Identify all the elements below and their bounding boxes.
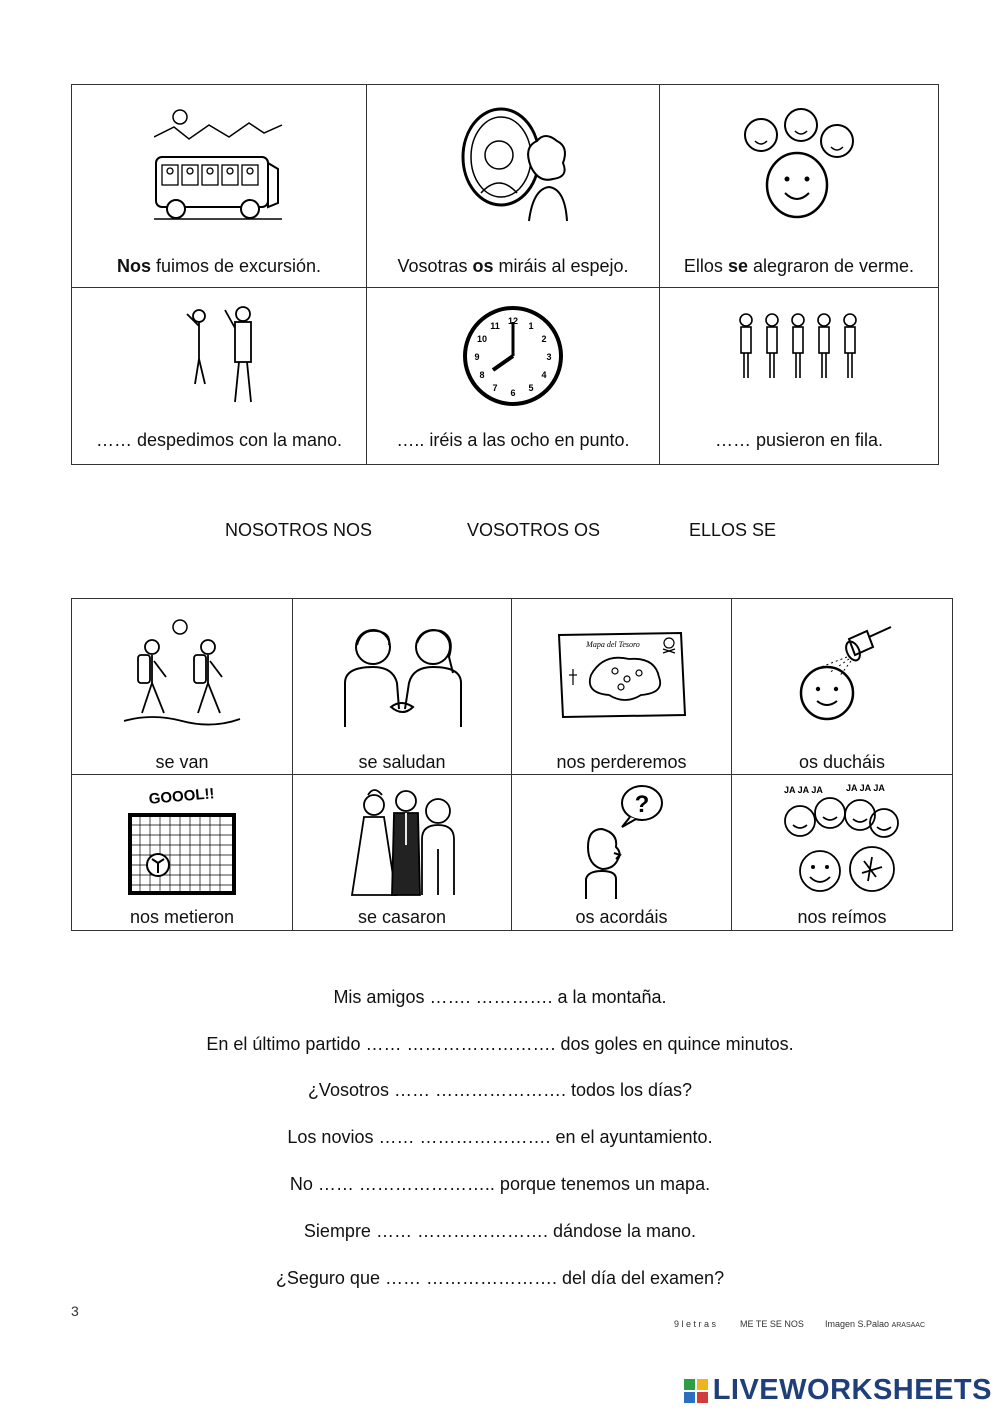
bottom-cell-8 <box>731 774 953 931</box>
question-icon <box>572 783 672 899</box>
queue-icon <box>736 312 862 382</box>
footer-credit: Imagen S.Palao ARASAAC <box>825 1319 926 1329</box>
top-caption-6: …… pusieron en fila. <box>714 430 884 450</box>
svg-text:4: 4 <box>541 370 547 380</box>
sentence-4: Los novios …… …………………. en el ayuntamiento. <box>287 1127 713 1147</box>
handshake-icon <box>337 623 467 727</box>
top-caption-5: ….. iréis a las ocho en punto. <box>396 430 630 450</box>
bottom-caption-4: os ducháis <box>798 752 886 772</box>
laugh-text-1: JA JA JA <box>784 785 823 795</box>
top-cell-6 <box>659 287 939 465</box>
bottom-caption-1: se van <box>155 752 209 772</box>
top-grid <box>71 84 939 465</box>
watermark-text: LIVEWORKSHEETS <box>712 1374 992 1406</box>
bottom-caption-6: se casaron <box>357 907 447 927</box>
svg-text:2: 2 <box>541 334 547 344</box>
happy-kids-icon <box>739 107 859 222</box>
map-title: Mapa del Tesoro <box>585 640 640 649</box>
bus-icon <box>154 107 284 222</box>
bottom-cell-4 <box>731 598 953 775</box>
bottom-cell-5 <box>71 774 293 931</box>
bottom-grid <box>71 598 953 931</box>
svg-text:3: 3 <box>546 352 552 362</box>
goal-icon <box>122 785 242 897</box>
liveworksheets-logo <box>683 1374 992 1407</box>
logo-badge-icon <box>683 1378 709 1404</box>
hikers-icon <box>122 617 242 727</box>
svg-text:8: 8 <box>479 370 485 380</box>
svg-text:7: 7 <box>492 383 498 393</box>
svg-text:11: 11 <box>490 321 500 331</box>
sentence-6: Siempre …… …………………. dándose la mano. <box>303 1221 697 1241</box>
sentence-5: No …… ………………….. porque tenemos un mapa. <box>289 1174 711 1194</box>
bottom-cell-7 <box>511 774 732 931</box>
bottom-caption-8: nos reímos <box>797 907 887 927</box>
laugh-text-2: JA JA JA <box>846 783 885 793</box>
svg-text:5: 5 <box>528 383 534 393</box>
bottom-caption-7: os acordáis <box>575 907 668 927</box>
clock-icon <box>461 304 565 408</box>
mirror-icon <box>453 107 573 222</box>
bottom-caption-2: se saludan <box>358 752 446 772</box>
bottom-caption-5: nos metieron <box>129 907 235 927</box>
bottom-cell-3 <box>511 598 732 775</box>
top-cell-4 <box>71 287 367 465</box>
shower-icon <box>787 623 897 725</box>
bottom-caption-3: nos perderemos <box>556 752 687 772</box>
footer-brand: 9 l e t r a s <box>674 1319 717 1329</box>
waving-people-icon <box>169 304 269 409</box>
bottom-cell-1 <box>71 598 293 775</box>
sentence-3: ¿Vosotros …… …………………. todos los días? <box>307 1080 693 1100</box>
top-caption-2: Vosotras os miráis al espejo. <box>397 256 629 276</box>
pronoun-vosotros: VOSOTROS OS <box>467 520 601 540</box>
bottom-cell-6 <box>292 774 512 931</box>
top-cell-3 <box>659 84 939 288</box>
top-cell-5 <box>366 287 660 465</box>
svg-text:12: 12 <box>507 316 519 326</box>
svg-text:10: 10 <box>476 334 488 344</box>
top-caption-1: Nos fuimos de excursión. <box>116 256 322 276</box>
top-caption-4: …… despedimos con la mano. <box>95 430 343 450</box>
treasure-map-icon <box>555 629 689 721</box>
svg-text:6: 6 <box>510 388 516 398</box>
top-cell-2 <box>366 84 660 288</box>
goal-text: GOOOL!! <box>148 785 216 808</box>
question-mark: ? <box>634 791 649 818</box>
sentence-1: Mis amigos ……. …………. a la montaña. <box>333 987 667 1007</box>
wedding-icon <box>346 785 458 897</box>
laughing-kids-icon <box>780 781 904 901</box>
svg-text:1: 1 <box>528 321 534 331</box>
sentence-7: ¿Seguro que …… …………………. del día del examen? <box>275 1268 725 1288</box>
pronoun-nosotros: NOSOTROS NOS <box>225 520 373 540</box>
pronoun-ellos: ELLOS SE <box>689 520 777 540</box>
svg-text:9: 9 <box>474 352 480 362</box>
top-cell-1 <box>71 84 367 288</box>
bottom-cell-2 <box>292 598 512 775</box>
sentence-2: En el último partido …… ……………………. dos goles en quince minutos. <box>206 1034 794 1054</box>
top-caption-3: Ellos se alegraron de verme. <box>683 256 915 276</box>
page-number: 3 <box>71 1303 79 1319</box>
footer-series: ME TE SE NOS <box>740 1319 804 1329</box>
